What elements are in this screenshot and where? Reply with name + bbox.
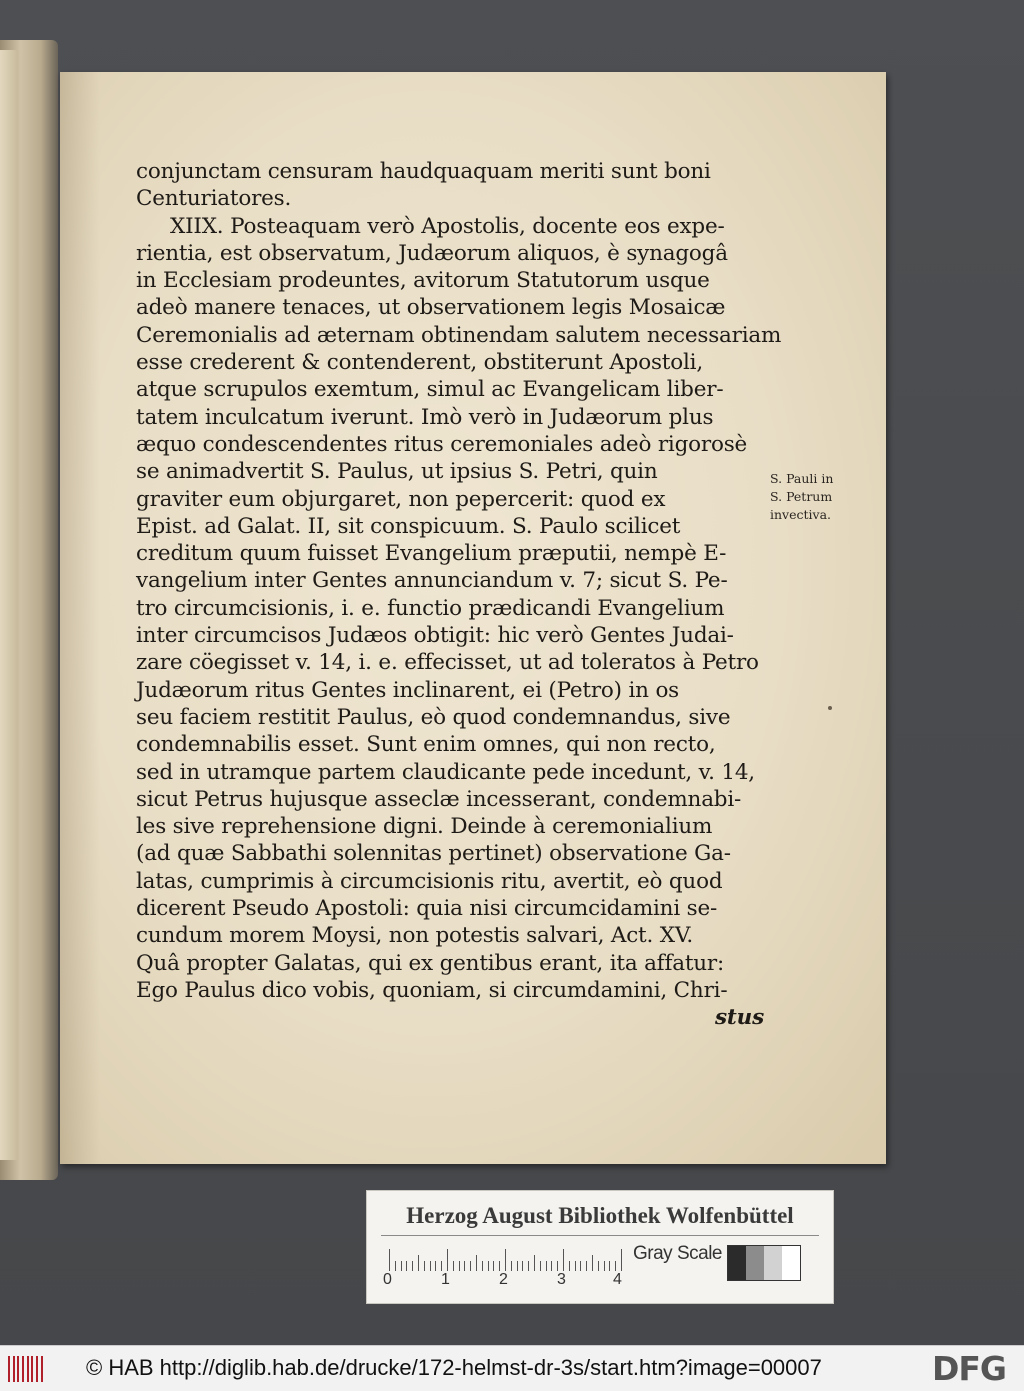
ruler-tick: [488, 1261, 489, 1271]
text-line: conjunctam censuram haudquaquam meriti sunt boni: [136, 159, 711, 184]
ruler-tick: [453, 1261, 454, 1271]
text-line: inter circumcisos Judæos obtigit: hic verò Gentes Judai-: [136, 623, 734, 649]
text-line: XIIX. Posteaquam verò Apostolis, docente eos expe-: [170, 213, 725, 239]
measurement-ruler: [389, 1245, 625, 1271]
text-line: sicut Petrus hujusque asseclæ incesserant, condemnabi-: [136, 786, 742, 812]
ruler-tick: [586, 1261, 587, 1271]
ruler-tick: [615, 1261, 616, 1271]
gray-scale-swatches: [727, 1245, 801, 1281]
text-line: seu faciem restitit Paulus, eò quod condemnandus, sive: [136, 704, 731, 730]
ruler-tick: [517, 1261, 518, 1271]
page-text: [136, 158, 782, 1032]
text-line: se animadvertit S. Paulus, ut ipsius S. Petri, quin: [136, 459, 658, 485]
ruler-tick: [557, 1261, 558, 1271]
text-line: Quâ propter Galatas, qui ex gentibus erant, ita affatur:: [136, 950, 725, 976]
ruler-tick: [459, 1261, 460, 1271]
text-line: æquo condescendentes ritus ceremoniales adeò rigorosè: [136, 431, 748, 457]
text-line: tro circumcisionis, i. e. functio prædicandi Evangelium: [136, 595, 725, 621]
ruler-numbers: [383, 1271, 643, 1293]
text-line: Ego Paulus dico vobis, quoniam, si circumdamini, Chri-: [136, 977, 728, 1003]
text-line: rientia, est observatum, Judæorum aliquos, è synagogâ: [136, 240, 728, 266]
gray-scale-label: Gray Scale: [633, 1243, 722, 1264]
ink-speck: [828, 706, 832, 710]
text-line: adeò manere tenaces, ut observationem legis Mosaicæ: [136, 295, 726, 321]
text-line: vangelium inter Gentes annunciandum v. 7; sicut S. Pe-: [136, 568, 728, 594]
ruler-tick: [418, 1255, 419, 1271]
library-name: Herzog August Bibliothek Wolfenbüttel: [406, 1203, 794, 1228]
ruler-tick: [563, 1249, 564, 1271]
text-line: Judæorum ritus Gentes inclinarent, ei (Petro) in os: [136, 677, 680, 703]
ruler-tick: [505, 1249, 506, 1271]
footer-bar: [0, 1345, 1024, 1391]
ruler-tick: [470, 1261, 471, 1271]
ruler-tick: [580, 1261, 581, 1271]
ruler-tick: [511, 1261, 512, 1271]
text-line: dicerent Pseudo Apostoli: quia nisi circumcidamini se-: [136, 896, 718, 922]
ruler-tick: [546, 1261, 547, 1271]
ruler-tick: [406, 1261, 407, 1271]
text-line: Epist. ad Galat. II, sit conspicuum. S. Paulo scilicet: [136, 513, 681, 539]
margin-note-line: S. Pauli in: [770, 471, 834, 486]
ruler-tick: [412, 1261, 413, 1271]
dfg-logo: DFG: [932, 1349, 1007, 1388]
ruler-tick: [592, 1255, 593, 1271]
margin-note-line: invectiva.: [770, 507, 832, 522]
margin-note: [770, 470, 854, 524]
ruler-tick: [482, 1261, 483, 1271]
text-line: atque scrupulos exemtum, simul ac Evangelicam liber-: [136, 377, 724, 403]
ruler-number: 0: [383, 1271, 392, 1288]
ruler-tick: [424, 1261, 425, 1271]
text-line: latas, cumprimis à circumcisionis ritu, avertit, eò quod: [136, 868, 723, 894]
text-line: condemnabilis esset. Sunt enim omnes, qui non recto,: [136, 732, 716, 758]
facing-page-edge-highlight: [0, 50, 18, 1160]
ruler-tick: [621, 1249, 622, 1271]
swatch: [764, 1246, 782, 1280]
ruler-tick: [522, 1261, 523, 1271]
ruler-tick: [389, 1249, 390, 1271]
text-line: cundum morem Moysi, non potestis salvari, Act. XV.: [136, 923, 694, 949]
ruler-tick: [493, 1261, 494, 1271]
catchword: stus: [715, 1005, 764, 1031]
ruler-tick: [395, 1261, 396, 1271]
ruler-tick: [598, 1261, 599, 1271]
ruler-tick: [447, 1249, 448, 1271]
text-line: les sive reprehensione digni. Deinde à ceremonialium: [136, 814, 713, 840]
swatch: [728, 1246, 746, 1280]
ruler-tick: [430, 1261, 431, 1271]
text-line: tatem inculcatum iverunt. Imò verò in Judæorum plus: [136, 404, 714, 430]
ruler-tick: [401, 1261, 402, 1271]
ruler-number: 2: [499, 1271, 508, 1288]
card-divider: [381, 1235, 819, 1236]
source-link[interactable]: © HAB http://diglib.hab.de/drucke/172-helmst-dr-3s/start.htm?image=00007: [86, 1355, 822, 1380]
text-line: esse crederent & contenderent, obstiterunt Apostoli,: [136, 350, 703, 376]
ruler-tick: [499, 1261, 500, 1271]
ruler-tick: [540, 1261, 541, 1271]
ruler-tick: [569, 1261, 570, 1271]
text-line: Ceremonialis ad æternam obtinendam salutem necessariam: [136, 322, 782, 348]
text-line: Centuriatores.: [136, 186, 292, 212]
ruler-tick: [534, 1255, 535, 1271]
ruler-tick: [464, 1261, 465, 1271]
swatch: [782, 1246, 800, 1280]
ruler-tick: [476, 1255, 477, 1271]
ruler-tick: [551, 1261, 552, 1271]
margin-note-line: S. Petrum: [770, 489, 833, 504]
ruler-tick: [604, 1261, 605, 1271]
text-line: graviter eum objurgaret, non pepercerit: quod ex: [136, 486, 666, 512]
text-line: zare cöegisset v. 14, i. e. effecisset, ut ad toleratos à Petro: [136, 650, 759, 676]
text-line: creditum quum fuisset Evangelium præputii, nempè E-: [136, 541, 727, 567]
text-line: (ad quæ Sabbathi solennitas pertinet) observatione Ga-: [136, 841, 731, 867]
ruler-number: 1: [441, 1271, 450, 1288]
swatch: [746, 1246, 764, 1280]
ruler-tick: [435, 1261, 436, 1271]
ruler-tick: [528, 1261, 529, 1271]
ruler-tick: [609, 1261, 610, 1271]
text-line: in Ecclesiam prodeuntes, avitorum Statutorum usque: [136, 268, 710, 294]
ruler-tick: [575, 1261, 576, 1271]
ruler-number: 3: [557, 1271, 566, 1288]
color-scale-card: [366, 1190, 834, 1304]
barcode-icon: [8, 1356, 46, 1382]
text-line: sed in utramque partem claudicante pede incedunt, v. 14,: [136, 759, 755, 785]
ruler-number: 4: [613, 1271, 622, 1288]
ruler-tick: [441, 1261, 442, 1271]
